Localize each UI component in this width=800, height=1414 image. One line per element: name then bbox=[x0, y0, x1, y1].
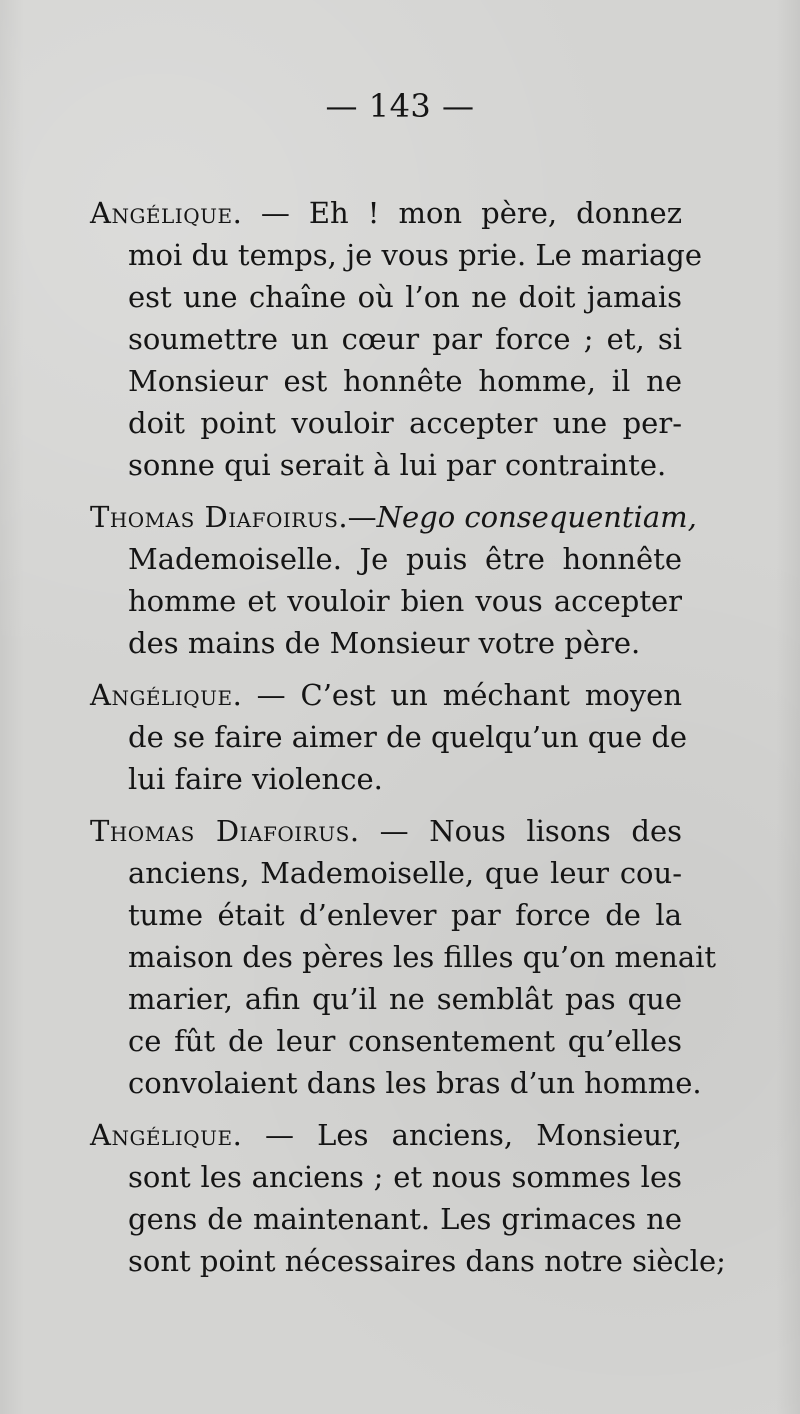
text-line: des mains de Monsieur votre père. bbox=[128, 626, 641, 660]
dialogue-text-run: . — Eh ! mon père, donnez bbox=[232, 196, 682, 230]
dialogue-text-run: . — C’est un méchant moyen bbox=[232, 678, 682, 712]
dialogue-entry-angelique-1 bbox=[90, 192, 702, 486]
speaker-name: Angélique bbox=[90, 1118, 233, 1152]
text-line bbox=[90, 192, 682, 234]
text-line: moi du temps, je vous prie. Le mariage bbox=[128, 238, 702, 272]
text-line bbox=[90, 674, 682, 716]
dialogue-entry-angelique-2 bbox=[90, 674, 688, 800]
speaker-name: Angélique bbox=[90, 196, 233, 230]
dialogue-entry-angelique-3 bbox=[90, 1114, 726, 1282]
page-number: — 143 — bbox=[325, 87, 475, 125]
dialogue-text-run: . — Nous lisons des bbox=[349, 814, 683, 848]
text-line: Mademoiselle. Je puis être honnête bbox=[128, 542, 682, 576]
text-line: anciens, Mademoiselle, que leur cou- bbox=[128, 856, 682, 890]
text-line: homme et vouloir bien vous accepter bbox=[128, 584, 682, 618]
text-line: maison des pères les filles qu’on menait bbox=[128, 940, 717, 974]
text-line: sont les anciens ; et nous sommes les bbox=[128, 1160, 682, 1194]
text-line: convolaient dans les bras d’un homme. bbox=[128, 1066, 702, 1100]
dialogue-text-run: . — Les anciens, Monsieur, bbox=[232, 1118, 682, 1152]
dialogue-text-run: .— bbox=[338, 500, 377, 534]
text-line: ce fût de leur consentement qu’elles bbox=[128, 1024, 682, 1058]
latin-phrase: Nego consequentiam, bbox=[376, 500, 697, 534]
text-line bbox=[90, 810, 682, 852]
text-line: tume était d’enlever par force de la bbox=[128, 898, 682, 932]
text-line: marier, afin qu’il ne semblât pas que bbox=[128, 982, 682, 1016]
text-line: doit point vouloir accepter une per- bbox=[128, 406, 682, 440]
text-line: de se faire aimer de quelqu’un que de bbox=[128, 720, 688, 754]
speaker-name: Angélique bbox=[90, 678, 233, 712]
speaker-name: Thomas Diafoirus bbox=[90, 814, 350, 848]
text-line: Monsieur est honnête homme, il ne bbox=[128, 364, 682, 398]
text-line: gens de maintenant. Les grimaces ne bbox=[128, 1202, 682, 1236]
text-line: sont point nécessaires dans notre siècle; bbox=[128, 1244, 726, 1278]
text-line: soumettre un cœur par force ; et, si bbox=[128, 322, 682, 356]
text-line: lui faire violence. bbox=[128, 762, 383, 796]
text-line bbox=[90, 496, 697, 538]
text-line: sonne qui serait à lui par contrainte. bbox=[128, 448, 667, 482]
speaker-name: Thomas Diafoirus bbox=[90, 500, 339, 534]
dialogue-entry-thomas-1 bbox=[90, 496, 697, 664]
dialogue-text bbox=[90, 192, 726, 1292]
text-line: est une chaîne où l’on ne doit jamais bbox=[128, 280, 682, 314]
dialogue-entry-thomas-2 bbox=[90, 810, 717, 1104]
text-line bbox=[90, 1114, 682, 1156]
